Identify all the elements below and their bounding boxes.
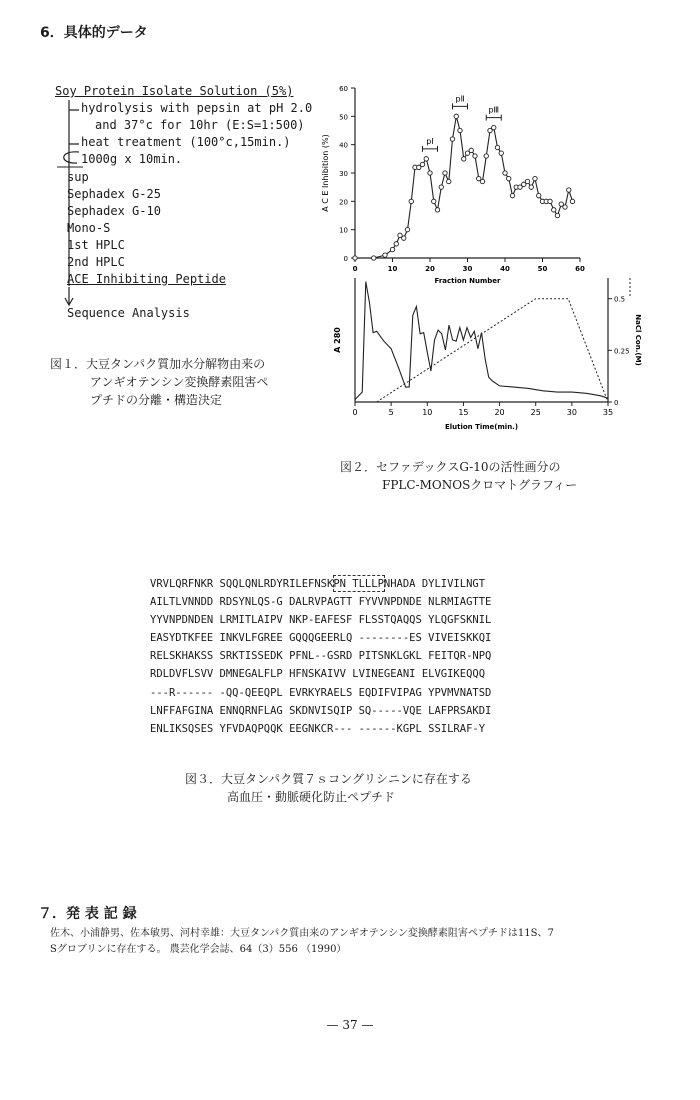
bottom-y2-axis-label: NaCl Con.(M) — [634, 314, 642, 366]
top-chart-axes — [355, 88, 580, 258]
bottom-x-tick-label: 0 — [352, 408, 358, 417]
bottom-x-tick-label: 25 — [530, 408, 541, 417]
inhibition-point — [529, 185, 533, 189]
inhibition-point — [480, 179, 484, 183]
top-x-tick-label: 50 — [537, 265, 548, 273]
page-number: — 37 — — [326, 1018, 374, 1032]
flow-step: Sephadex G-10 — [67, 204, 161, 218]
inhibition-point — [473, 154, 477, 158]
top-y-tick-label: 60 — [339, 85, 348, 93]
inhibition-point — [552, 208, 556, 212]
publication-record — [50, 926, 670, 958]
figure-1-flowchart — [55, 84, 325, 324]
inhibition-point — [458, 128, 462, 132]
inhibition-point — [394, 242, 398, 246]
inhibition-point — [353, 256, 357, 260]
caption-line: 図１．大豆タンパク質加水分解物由来の — [50, 357, 266, 371]
flow-step: heat treatment (100°c,15min.) — [81, 135, 291, 149]
flow-step: sup — [67, 170, 89, 184]
bottom-x-tick-label: 20 — [494, 408, 505, 417]
caption-line: 図３．大豆タンパク質７ｓコングリシニンに存在する — [185, 772, 472, 786]
inhibition-point — [533, 176, 537, 180]
inhibition-series-line — [355, 116, 573, 258]
sequence-row: VRVLQRFNKR SQQLQNLRDYRILEFNSKPN TLLLPNHADA DYLIVILNGT — [150, 578, 486, 590]
inhibition-point — [409, 199, 413, 203]
bottom-y2-tick-label: 0.25 — [614, 347, 630, 356]
top-x-tick-label: 10 — [387, 265, 398, 273]
a280-series-line — [355, 282, 608, 400]
inhibition-point — [555, 213, 559, 217]
top-y-tick-label: 20 — [339, 198, 348, 207]
peak-label: pⅡ — [455, 94, 465, 104]
inhibition-point — [525, 179, 529, 183]
inhibition-point — [469, 148, 473, 152]
inhibition-point — [567, 188, 571, 192]
flow-step: 1000g x 10min. — [81, 152, 183, 166]
flow-step: Soy Protein Isolate Solution (5%) — [55, 84, 294, 98]
top-x-tick-label: 20 — [425, 265, 435, 273]
inhibition-point — [435, 208, 439, 212]
top-x-axis-label: Fraction Number — [434, 277, 501, 285]
flow-step: 1st HPLC — [67, 238, 125, 252]
inhibition-point — [390, 247, 394, 251]
peak-label: pⅢ — [488, 105, 500, 115]
inhibition-point — [495, 145, 499, 149]
inhibition-point — [432, 199, 436, 203]
inhibition-point — [420, 162, 424, 166]
inhibition-point — [439, 185, 443, 189]
inhibition-point — [570, 199, 574, 203]
caption-line: 図２．セファデックスG-10の活性画分の — [340, 460, 561, 474]
peak-range-bracket — [486, 115, 501, 121]
flow-step: Sephadex G-25 — [67, 187, 161, 201]
flowchart-connectors — [55, 84, 325, 324]
inhibition-point — [447, 179, 451, 183]
sequence-row: EASYDTKFEE INKVLFGREE GQQQGEERLQ --------ES VIVEISKKQI — [150, 632, 492, 645]
publication-line: 佐木、小浦静男、佐本敏男、河村幸雄：大豆タンパク質由来のアンギオテンシン変換酵素阻害ペプチドは11S、7 — [50, 928, 554, 939]
bottom-x-tick-label: 35 — [602, 408, 614, 417]
section-6-heading: 6．具体的データ — [40, 25, 148, 41]
sequence-row: YYVNPDNDEN LRMITLAIPV NKP-EAFESF FLSSTQAQQS YLQGFSKNIL — [150, 614, 492, 627]
sequence-row: RDLDVFLSVV DMNEGALFLP HFNSKAIVV LVINEGEANI ELVGIKEQQQ — [150, 668, 486, 681]
inhibition-point — [428, 171, 432, 175]
top-x-tick-label: 0 — [352, 265, 358, 273]
inhibition-point — [563, 205, 567, 209]
publication-line: Sグロブリンに存在する。 農芸化学会誌、64（3）556 （1990） — [50, 944, 347, 955]
inhibition-point — [443, 171, 447, 175]
flow-step: ACE Inhibiting Peptide — [67, 272, 226, 286]
inhibition-point — [507, 176, 511, 180]
inhibition-point — [492, 125, 496, 129]
bottom-x-tick-label: 5 — [388, 408, 394, 417]
inhibition-point — [402, 236, 406, 240]
peak-label: pⅠ — [426, 136, 434, 146]
inhibition-point — [484, 154, 488, 158]
top-y-tick-label: 0 — [343, 255, 348, 263]
inhibition-point — [462, 157, 466, 161]
inhibition-point — [537, 193, 541, 197]
top-y-axis-label: A C E Inhibition (%) — [321, 134, 330, 212]
sequence-row: AILTLVNNDD RDSYNLQS-G DALRVPAGTT FYVVNPDNDE NLRMIAGTTE — [150, 596, 492, 609]
inhibition-point — [383, 253, 387, 257]
bottom-x-tick-label: 30 — [566, 408, 577, 417]
highlighted-peptide-box — [333, 575, 385, 592]
caption-line: 高血圧・動脈硬化防止ペプチド — [227, 790, 396, 804]
sequence-row: RELSKHAKSS SRKTISSEDK PFNL--GSRD PITSNKLGKL FEITQR-NPQ — [150, 650, 492, 663]
bottom-y-axis-label: A 280 — [333, 327, 342, 353]
inhibition-point — [548, 199, 552, 203]
top-y-tick-label: 30 — [339, 170, 348, 178]
top-x-tick-label: 60 — [575, 265, 585, 273]
inhibition-point — [450, 137, 454, 141]
flow-step: 2nd HPLC — [67, 255, 125, 269]
sequence-row: LNFFAFGINA ENNQRNFLAG SKDNVISQIP SQ-----VQE LAFPRSAKDI — [150, 704, 492, 717]
bottom-y2-tick-label: 0 — [614, 399, 619, 407]
bottom-x-tick-label: 10 — [422, 408, 433, 417]
top-y-tick-label: 50 — [339, 113, 348, 122]
inhibition-point — [510, 193, 514, 197]
peak-range-bracket — [453, 103, 468, 109]
inhibition-point — [503, 171, 507, 175]
inhibition-point — [424, 157, 428, 161]
inhibition-point — [405, 227, 409, 231]
sequence-row: ---R------ -QQ-QEEQPL EVRKYRAELS EQDIFVIPAG YPVMVNATSD — [150, 686, 492, 699]
figure-3-caption — [185, 770, 585, 806]
flow-step: hydrolysis with pepsin at pH 2.0 — [81, 101, 313, 115]
figure-2-caption — [340, 458, 680, 494]
figure-1-caption — [50, 355, 330, 409]
bottom-chart-axes — [355, 278, 608, 402]
inhibition-point — [372, 256, 376, 260]
flow-step: and 37°c for 10hr (E:S=1:500) — [95, 118, 305, 132]
section-7-heading: ７．発 表 記 録 — [38, 906, 137, 922]
figure-3-sequence — [150, 575, 570, 738]
figure-2-charts — [310, 78, 650, 448]
sequence-row: ENLIKSQSES YFVDAQPQQK EEGNKCR--- ------KGPL SSILRAF-Y — [150, 722, 486, 735]
top-x-tick-label: 40 — [500, 265, 510, 273]
inhibition-point — [454, 114, 458, 118]
caption-line: プチドの分離・構造決定 — [90, 393, 223, 407]
flow-step: Sequence Analysis — [67, 306, 190, 320]
top-x-tick-label: 30 — [462, 265, 473, 273]
top-y-tick-label: 40 — [339, 141, 348, 150]
caption-line: アンギオテンシン変換酵素阻害ペ — [90, 375, 269, 389]
bottom-y2-tick-label: 0.5 — [614, 295, 626, 304]
bottom-x-axis-label: Elution Time(min.) — [444, 423, 519, 431]
flow-step: Mono-S — [67, 221, 111, 235]
peak-range-bracket — [423, 146, 438, 152]
top-y-tick-label: 10 — [339, 226, 348, 235]
bottom-x-tick-label: 15 — [458, 408, 469, 417]
inhibition-point — [499, 151, 503, 155]
caption-line: FPLC-MONOSクロマトグラフィー — [382, 478, 578, 492]
